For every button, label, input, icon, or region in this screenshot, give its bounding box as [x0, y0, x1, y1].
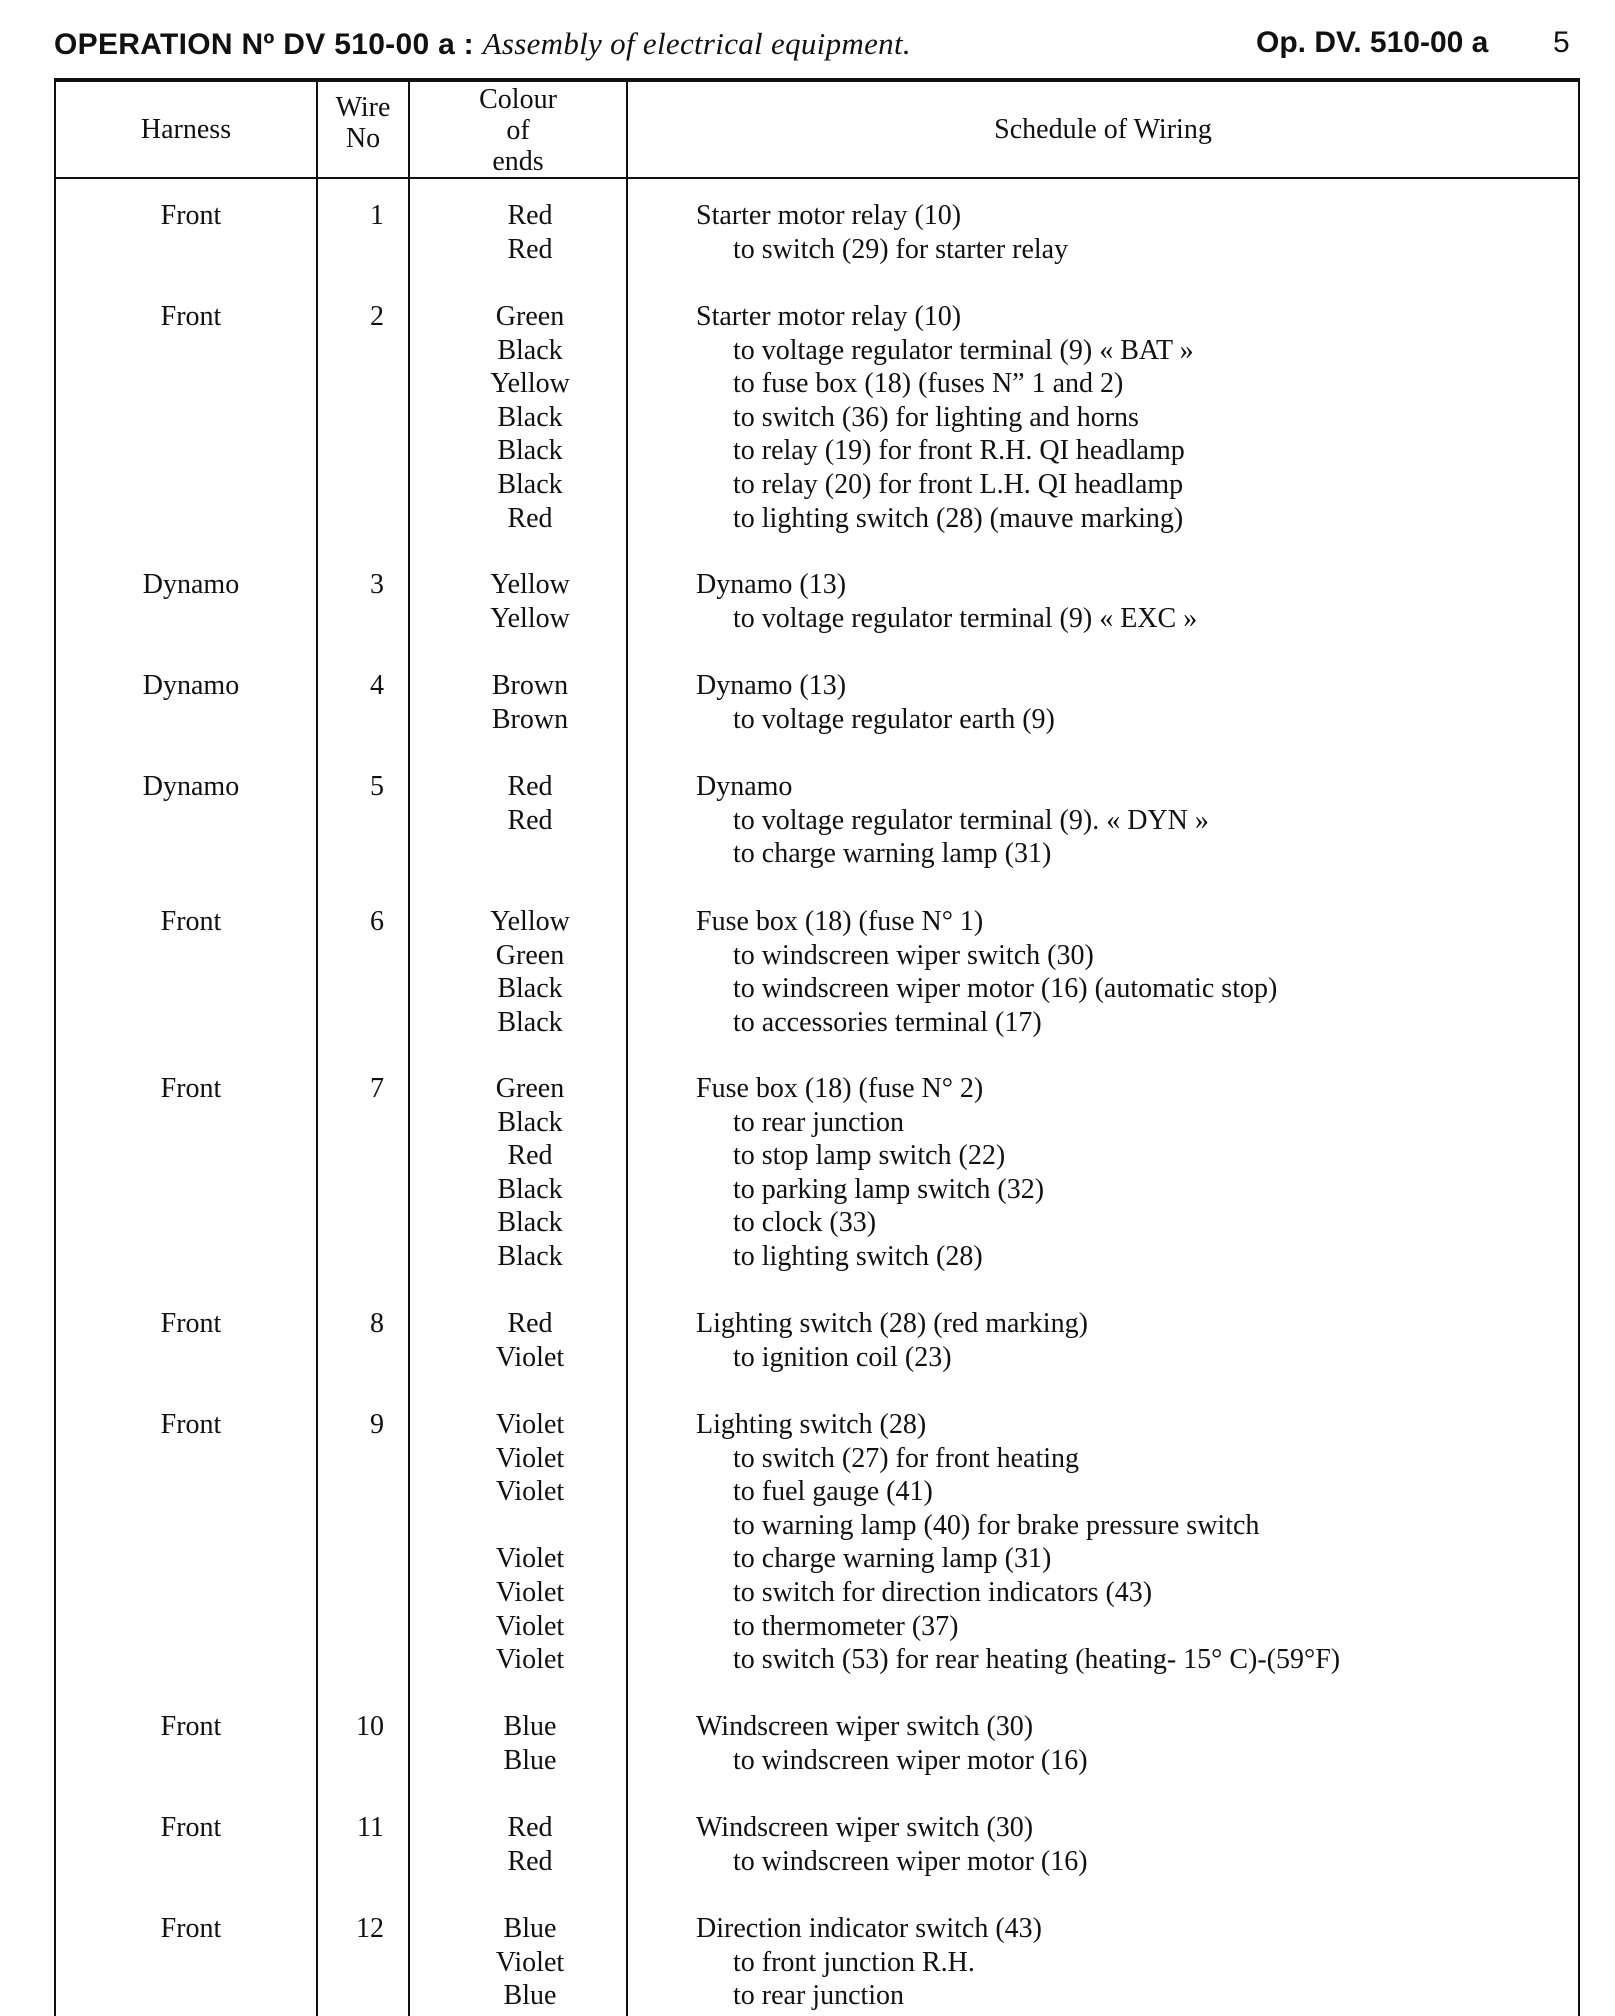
wiring-destination: to relay (19) for front R.H. QI headlamp [733, 435, 1185, 467]
colour-entry: Green [495, 939, 565, 971]
wire-number-cell: 4 [370, 670, 384, 701]
colour-entry: Black [497, 401, 563, 433]
schedule-cell [696, 1912, 1596, 2013]
table-top-rule [54, 78, 1580, 82]
colour-entry: Violet [495, 1644, 565, 1676]
column-header-colour [410, 84, 626, 177]
harness-cell: Front [160, 301, 222, 332]
wiring-source: Fuse box (18) (fuse N° 2) [696, 1073, 984, 1104]
colour-entry: Red [507, 200, 553, 231]
schedule-cell [696, 770, 1596, 871]
wire-number-cell: 3 [370, 569, 384, 600]
wiring-destination: to charge warning lamp (31) [733, 1543, 1052, 1575]
colour-entry: Violet [495, 1476, 565, 1508]
wiring-destination: to windscreen wiper switch (30) [733, 939, 1094, 971]
operation-reference: Op. DV. 510-00 a [1256, 26, 1489, 59]
colour-cell [410, 1307, 650, 1374]
colour-entry: Blue [503, 1980, 557, 2012]
colour-entry: Red [507, 233, 553, 265]
schedule-cell [696, 1408, 1596, 1677]
colour-entry: Black [497, 1240, 563, 1272]
wire-number-cell: 7 [370, 1073, 384, 1104]
colour-entry: Black [497, 468, 563, 500]
wiring-source: Windscreen wiper switch (30) [696, 1711, 1034, 1742]
column-header-harness: Harness [140, 114, 232, 145]
wire-number-cell: 10 [356, 1711, 384, 1742]
colour-entry [410, 1509, 650, 1543]
wire-number-cell: 1 [370, 200, 384, 231]
harness-cell: Front [160, 1308, 222, 1339]
colour-cell [410, 770, 650, 871]
colour-entry: Brown [491, 703, 569, 735]
wiring-destination: to voltage regulator terminal (9) « EXC » [733, 602, 1198, 634]
harness-cell: Dynamo [142, 771, 240, 802]
wiring-destination: to stop lamp switch (22) [733, 1140, 1006, 1172]
wiring-destination: to warning lamp (40) for brake pressure switch [733, 1509, 1260, 1541]
wiring-destination: to switch (36) for lighting and horns [733, 401, 1139, 433]
wiring-destination: to windscreen wiper motor (16) [733, 1845, 1088, 1877]
colour-entry: Blue [503, 1711, 557, 1742]
page-number: 5 [1553, 26, 1570, 59]
wiring-destination: to lighting switch (28) [733, 1240, 983, 1272]
wire-number-cell: 9 [370, 1409, 384, 1440]
colour-entry: Violet [495, 1576, 565, 1608]
harness-cell: Front [160, 1073, 222, 1104]
schedule-cell [696, 568, 1596, 635]
wiring-destination: to ignition coil (23) [733, 1341, 952, 1373]
colour-entry: Black [497, 1173, 563, 1205]
wiring-destination: to windscreen wiper motor (16) [733, 1744, 1088, 1776]
colour-cell [410, 199, 650, 266]
wire-number-cell: 12 [356, 1913, 384, 1944]
wire-number-cell: 11 [357, 1812, 384, 1843]
colour-entry [410, 837, 650, 871]
colour-entry: Yellow [490, 569, 570, 600]
colour-cell [410, 568, 650, 635]
schedule-cell [696, 1072, 1596, 1274]
column-header-line: No [345, 123, 381, 154]
schedule-cell [696, 1811, 1596, 1878]
wiring-destination: to switch for direction indicators (43) [733, 1576, 1153, 1608]
harness-cell: Front [160, 1711, 222, 1742]
schedule-cell [696, 199, 1596, 266]
colour-entry: Violet [495, 1543, 565, 1575]
colour-entry: Green [495, 301, 565, 332]
schedule-cell [696, 300, 1596, 535]
wire-number-cell: 8 [370, 1308, 384, 1339]
wiring-destination: to voltage regulator earth (9) [733, 703, 1055, 735]
wiring-source: Windscreen wiper switch (30) [696, 1812, 1034, 1843]
wiring-source: Starter motor relay (10) [696, 301, 962, 332]
wiring-source: Direction indicator switch (43) [696, 1913, 1043, 1944]
wiring-destination: to rear junction [733, 1980, 905, 2012]
harness-cell: Front [160, 1409, 222, 1440]
column-header-line: ends [492, 146, 544, 177]
wiring-destination: to accessories terminal (17) [733, 1006, 1042, 1038]
colour-entry: Black [497, 1106, 563, 1138]
colour-entry: Green [495, 1073, 565, 1104]
colour-cell [410, 905, 650, 1039]
wiring-destination: to switch (27) for front heating [733, 1442, 1080, 1474]
colour-entry: Red [507, 1845, 553, 1877]
colour-entry: Black [497, 1006, 563, 1038]
colour-entry: Red [507, 804, 553, 836]
colour-entry: Blue [503, 1913, 557, 1944]
schedule-cell [696, 905, 1596, 1039]
colour-entry: Black [497, 334, 563, 366]
wiring-source: Fuse box (18) (fuse N° 1) [696, 906, 984, 937]
colour-entry: Brown [491, 670, 569, 701]
colour-entry: Yellow [490, 906, 570, 937]
colour-entry: Violet [495, 1610, 565, 1642]
wiring-destination: to windscreen wiper motor (16) (automatic stop) [733, 973, 1278, 1005]
harness-cell: Front [160, 1913, 222, 1944]
wiring-destination: to rear junction [733, 1106, 905, 1138]
colour-entry: Red [507, 502, 553, 534]
wiring-source: Dynamo (13) [696, 670, 847, 701]
colour-entry: Black [497, 1207, 563, 1239]
wiring-destination: to fuse box (18) (fuses N” 1 and 2) [733, 368, 1124, 400]
colour-entry: Blue [503, 1744, 557, 1776]
wire-number-cell: 6 [370, 906, 384, 937]
column-header-line: Colour [479, 84, 557, 115]
table-header-rule [54, 177, 1580, 179]
wire-number-cell: 2 [370, 301, 384, 332]
operation-label: OPERATION Nº DV 510-00 a : [54, 28, 474, 61]
colour-entry: Violet [495, 1409, 565, 1440]
wiring-destination: to front junction R.H. [733, 1946, 975, 1978]
colour-cell [410, 669, 650, 736]
colour-entry: Yellow [490, 368, 570, 400]
colour-entry: Red [507, 1140, 553, 1172]
column-header-line: Wire [335, 92, 391, 123]
colour-entry: Violet [495, 1946, 565, 1978]
wiring-source: Lighting switch (28) [696, 1409, 927, 1440]
colour-entry: Yellow [490, 602, 570, 634]
colour-entry: Red [507, 771, 553, 802]
column-header-wire-no [318, 92, 408, 154]
colour-entry: Red [507, 1812, 553, 1843]
colour-cell [410, 1912, 650, 2013]
wiring-source: Starter motor relay (10) [696, 200, 962, 231]
colour-entry: Violet [495, 1341, 565, 1373]
harness-cell: Dynamo [142, 569, 240, 600]
colour-cell [410, 300, 650, 535]
schedule-cell [696, 1307, 1596, 1374]
wiring-destination: to voltage regulator terminal (9) « BAT » [733, 334, 1194, 366]
colour-entry: Black [497, 435, 563, 467]
column-header-schedule: Schedule of Wiring [994, 114, 1212, 145]
harness-cell: Front [160, 906, 222, 937]
wire-number-cell: 5 [370, 771, 384, 802]
colour-cell [410, 1710, 650, 1777]
colour-cell [410, 1072, 650, 1274]
wiring-source: Lighting switch (28) (red marking) [696, 1308, 1088, 1339]
wiring-source: Dynamo [696, 771, 793, 802]
wiring-destination: to switch (53) for rear heating (heating- 15° C)-(59°F) [733, 1644, 1341, 1676]
operation-title: Assembly of electrical equipment. [482, 26, 911, 61]
wiring-destination: to clock (33) [733, 1207, 877, 1239]
colour-entry: Black [497, 973, 563, 1005]
wiring-source: Dynamo (13) [696, 569, 847, 600]
colour-cell [410, 1811, 650, 1878]
harness-cell: Front [160, 200, 222, 231]
page-header [54, 24, 1584, 64]
wiring-destination: to fuel gauge (41) [733, 1476, 933, 1508]
colour-entry: Red [507, 1308, 553, 1339]
wiring-destination: to parking lamp switch (32) [733, 1173, 1045, 1205]
column-header-line: of [506, 115, 530, 146]
wiring-destination: to relay (20) for front L.H. QI headlamp [733, 468, 1184, 500]
operation-heading [54, 26, 911, 62]
colour-entry: Violet [495, 1442, 565, 1474]
wiring-destination: to thermometer (37) [733, 1610, 959, 1642]
harness-cell: Dynamo [142, 670, 240, 701]
wiring-destination: to switch (29) for starter relay [733, 233, 1069, 265]
colour-cell [410, 1408, 650, 1677]
schedule-cell [696, 1710, 1596, 1777]
wiring-destination: to lighting switch (28) (mauve marking) [733, 502, 1184, 534]
schedule-cell [696, 669, 1596, 736]
harness-cell: Front [160, 1812, 222, 1843]
wiring-destination: to charge warning lamp (31) [733, 838, 1052, 870]
wiring-destination: to voltage regulator terminal (9). « DYN » [733, 804, 1209, 836]
